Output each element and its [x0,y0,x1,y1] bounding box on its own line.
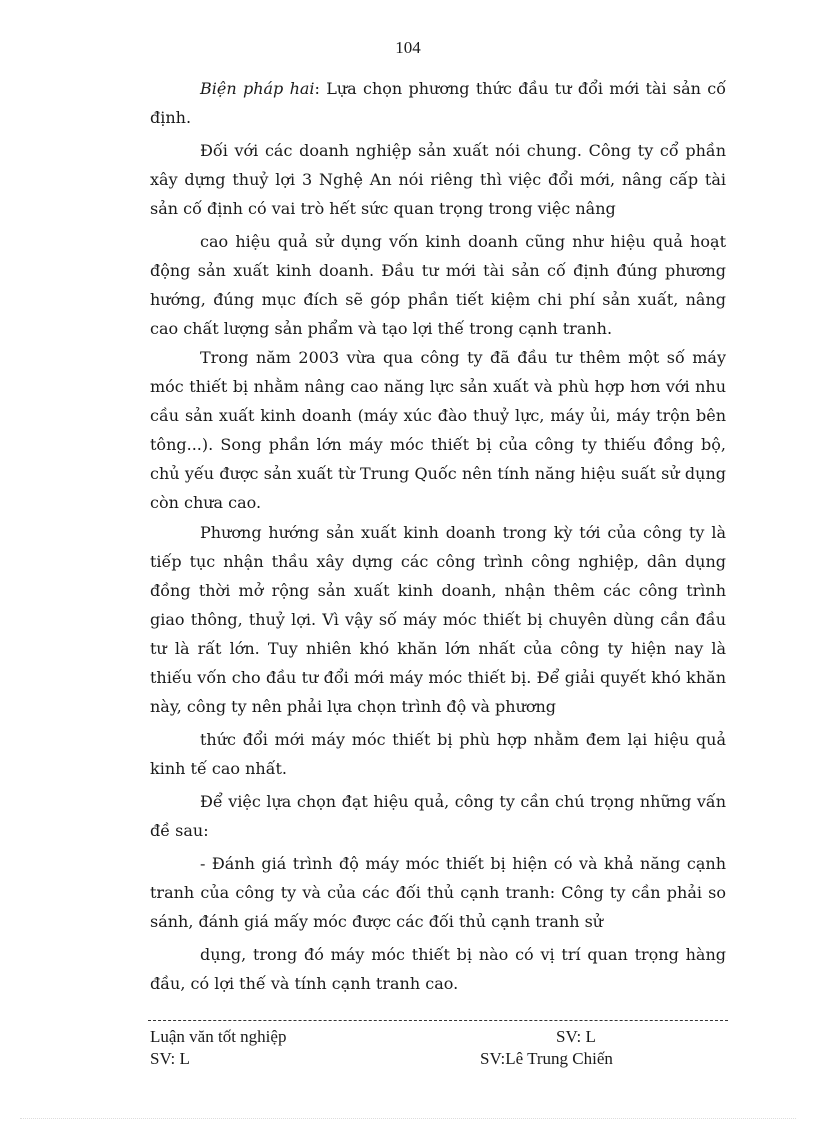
page-bottom-border [20,1118,796,1119]
paragraph-enterprises: Đối với các doanh nghiệp sản xuất nói chung. Công ty cổ phần xây dựng thuỷ lợi 3 Nghệ An nói riêng thì việc đổi mới, nâng cấp tài sản cố định có vai trò hết sức quan trọng trong việc nâng [150,141,726,218]
paragraph-measure-two [150,74,726,132]
footer-student-short: SV: L [556,1027,596,1046]
paragraph-enterprises-cont: cao hiệu quả sử dụng vốn kinh doanh cũng như hiệu quả hoạt động sản xuất kinh doanh. Đầu tư mới tài sản cố định đúng phương hướng, đúng mục đích sẽ góp phần tiết kiệm chi phí sản xuất, nâng cao chất lượng sản phẩm và tạo lợi thế trong cạnh tranh. [150,232,726,338]
footer-divider [148,1020,728,1021]
paragraph-business-direction-cont: thức đổi mới máy móc thiết bị phù hợp nhằm đem lại hiệu quả kinh tế cao nhất. [150,730,726,778]
document-body [150,74,726,998]
footer-thesis-label: Luận văn tốt nghiệp [150,1027,287,1046]
paragraph-business-direction: Phương hướng sản xuất kinh doanh trong kỳ tới của công ty là tiếp tục nhận thầu xây dựng các công trình công nghiệp, dân dụng đồng thời mở rộng sản xuất kinh doanh, nhận thêm các công trình giao thông, thuỷ lợi. Vì vậy số máy móc thiết bị chuyên dùng cần đầu tư là rất lớn. Tuy nhiên khó khăn lớn nhất của công ty hiện nay là thiếu vốn cho đầu tư đổi mới máy móc thiết bị. Để giải quyết khó khăn này, công ty nên phải lựa chọn trình độ và phương [150,523,726,716]
footer-student-name: SV:Lê Trung Chiến [480,1049,613,1068]
paragraph-assessment: - Đánh giá trình độ máy móc thiết bị hiện có và khả năng cạnh tranh của công ty và của các đối thủ cạnh tranh: Công ty cần phải so sánh, đánh giá mấy móc được các đối thủ cạnh tranh sử [150,854,726,931]
paragraph-selection: Để việc lựa chọn đạt hiệu quả, công ty cần chú trọng những vấn đề sau: [150,792,726,840]
paragraph-2003-investment: Trong năm 2003 vừa qua công ty đã đầu tư thêm một số máy móc thiết bị nhằm nâng cao năng lực sản xuất và phù hợp hơn với nhu cầu sản xuất kinh doanh (máy xúc đào thuỷ lực, máy ủi, máy trộn bên tông...). Song phần lớn máy móc thiết bị của công ty thiếu đồng bộ, chủ yếu được sản xuất từ Trung Quốc nên tính năng hiệu suất sử dụng còn chưa cao. [150,348,726,512]
page-number: 104 [395,38,421,57]
footer-row-1 [150,1027,726,1047]
paragraph-assessment-cont: dụng, trong đó máy móc thiết bị nào có vị trí quan trọng hàng đầu, có lợi thế và tính cạnh tranh cao. [150,945,726,993]
footer-row-2 [150,1049,726,1069]
measure-text: : Lựa chọn phương thức đầu tư đổi mới tài sản cố định. [150,79,726,127]
measure-label: Biện pháp hai [200,79,315,98]
footer-student-short-2: SV: L [150,1049,190,1068]
